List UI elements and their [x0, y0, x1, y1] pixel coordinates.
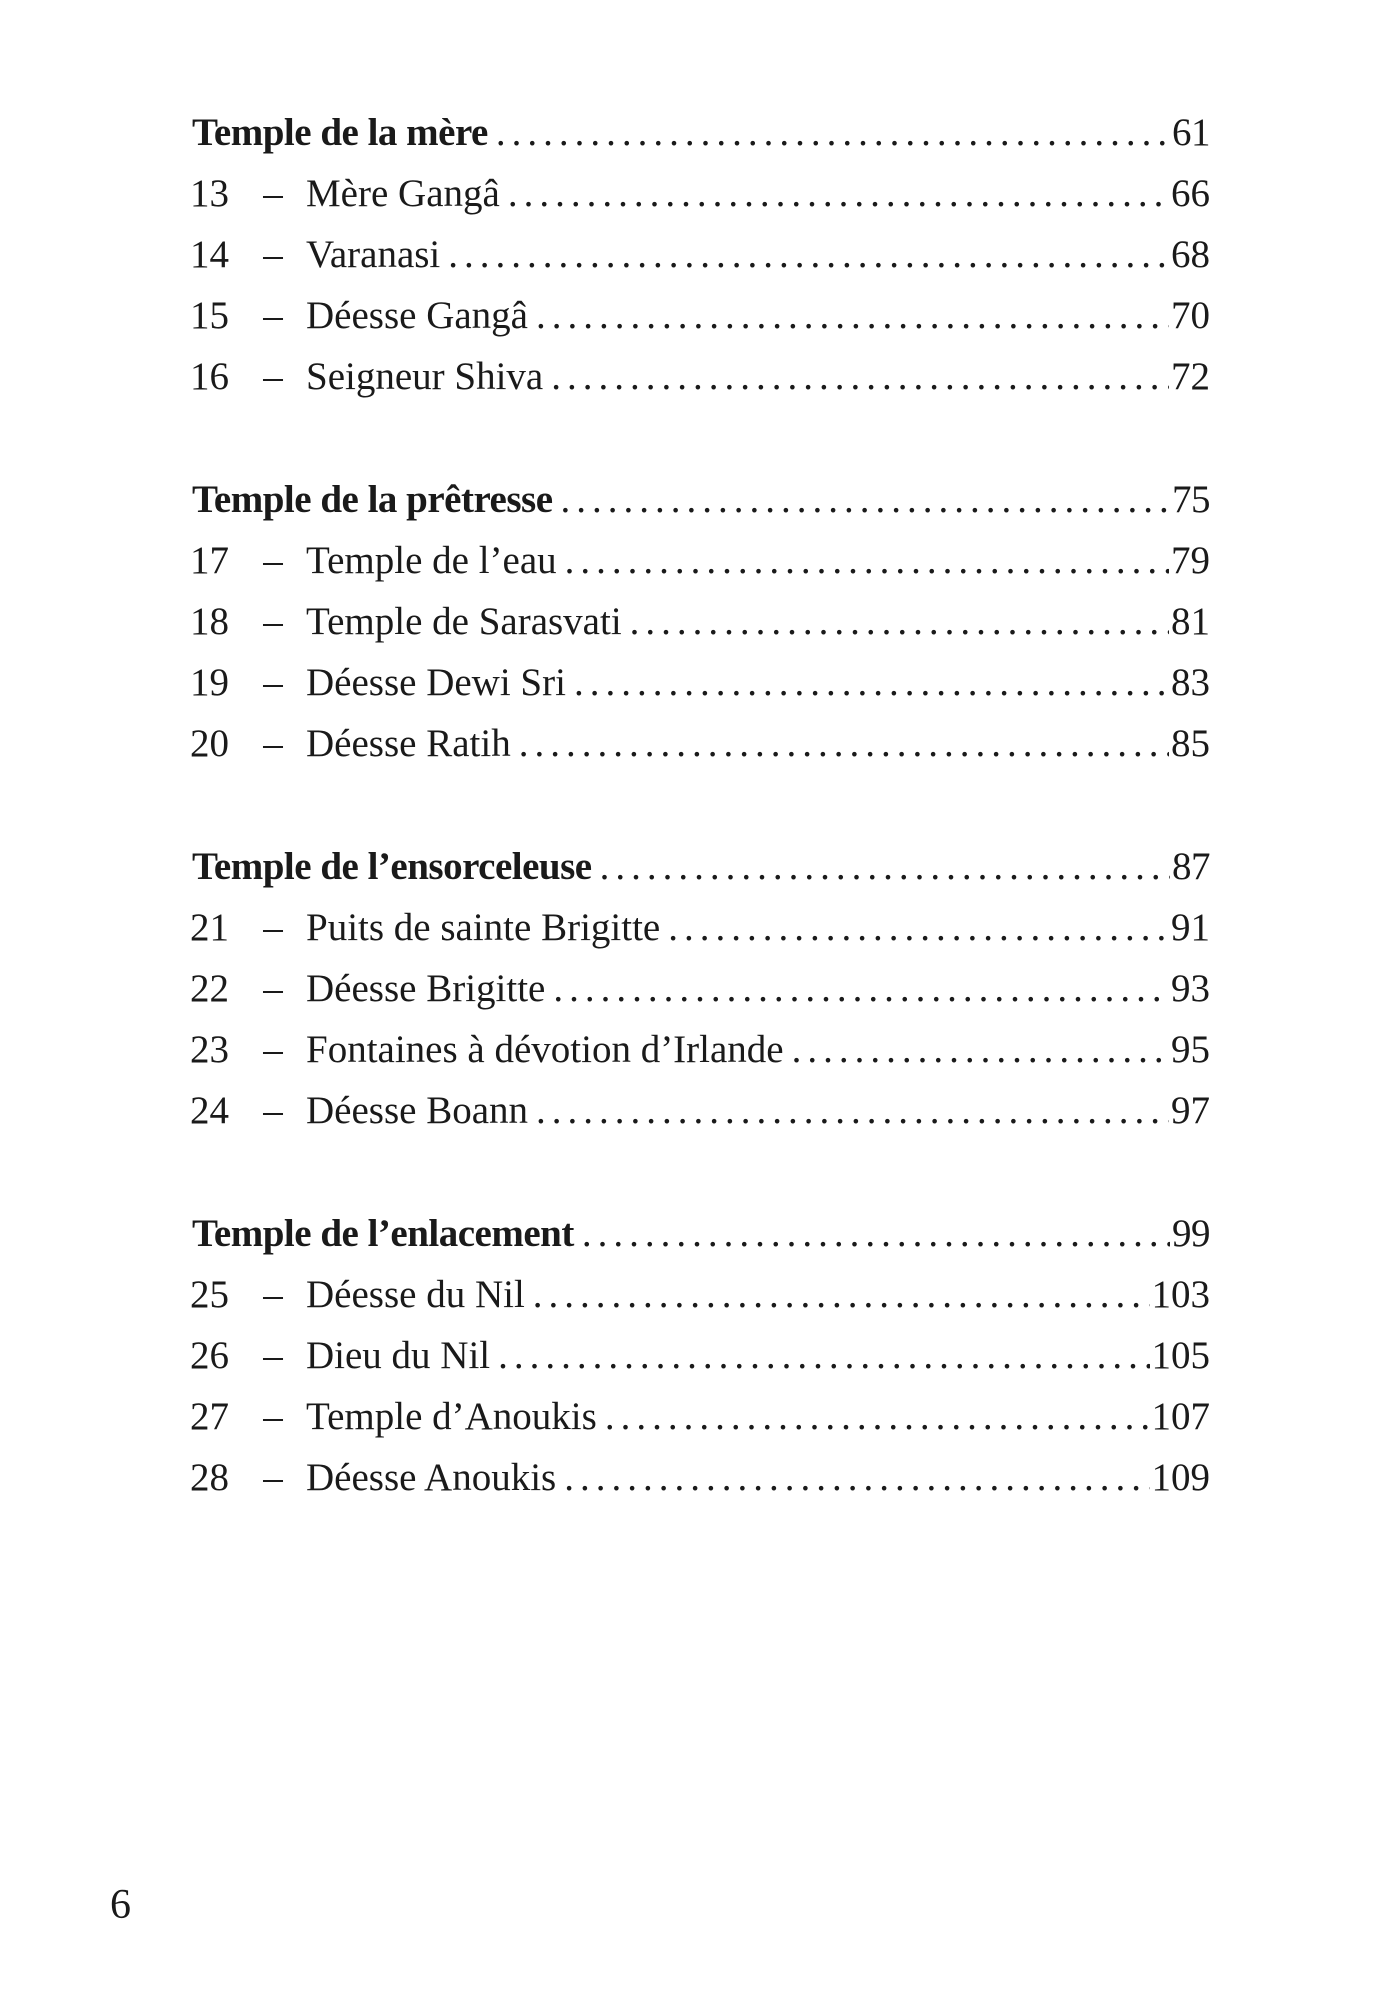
dot-leader: [574, 1203, 1170, 1264]
entry-number: 22: [190, 967, 229, 1010]
toc-section: [190, 836, 1210, 1141]
entry-title: Déesse Anoukis: [306, 1456, 557, 1499]
dot-leader: [543, 346, 1169, 407]
page-number: 83: [1171, 661, 1210, 704]
toc-section-heading[interactable]: [190, 102, 1210, 163]
entry-dash: –: [263, 294, 283, 337]
entry-title: Mère Gangâ: [306, 172, 500, 215]
toc-section-heading[interactable]: [190, 836, 1210, 897]
page-number: 75: [1172, 478, 1210, 521]
page-number: 91: [1171, 906, 1210, 949]
page-number: 79: [1171, 539, 1210, 582]
dot-leader: [511, 713, 1169, 774]
entry-title: Fontaines à dévotion d’Irlande: [306, 1028, 784, 1071]
entry-dash: –: [263, 967, 283, 1010]
entry-dash: –: [263, 1456, 283, 1499]
page-number: 99: [1172, 1212, 1210, 1255]
entry-dash: –: [263, 355, 283, 398]
page-number: 107: [1151, 1395, 1210, 1438]
entry-number: 23: [190, 1028, 229, 1071]
dot-leader: [660, 897, 1169, 958]
entry-title: Varanasi: [306, 233, 441, 276]
entry-number: 26: [190, 1334, 229, 1377]
section-title: Temple de la prêtresse: [192, 478, 553, 521]
page-number: 87: [1172, 845, 1210, 888]
entry-dash: –: [263, 1273, 283, 1316]
entry-dash: –: [263, 661, 283, 704]
page-number: 68: [1171, 233, 1210, 276]
toc-section: [190, 1203, 1210, 1508]
entry-number: 28: [190, 1456, 229, 1499]
page-number: 72: [1171, 355, 1210, 398]
entry-title: Déesse Ratih: [306, 722, 511, 765]
page-number: 61: [1172, 111, 1210, 154]
dot-leader: [557, 530, 1169, 591]
toc-entry[interactable]: [190, 1264, 1210, 1325]
entry-dash: –: [263, 1089, 283, 1132]
entry-dash: –: [263, 539, 283, 582]
page-number: 81: [1171, 600, 1210, 643]
dot-leader: [488, 102, 1170, 163]
entry-dash: –: [263, 600, 283, 643]
entry-title: Déesse Dewi Sri: [306, 661, 566, 704]
page-number: 66: [1171, 172, 1210, 215]
entry-number: 19: [190, 661, 229, 704]
entry-title: Déesse Boann: [306, 1089, 529, 1132]
page-number: 95: [1171, 1028, 1210, 1071]
dot-leader: [500, 163, 1169, 224]
entry-title: Temple d’Anoukis: [306, 1395, 597, 1438]
page-number: 97: [1171, 1089, 1210, 1132]
toc-entry[interactable]: [190, 530, 1210, 591]
toc-entry[interactable]: [190, 1019, 1210, 1080]
entry-dash: –: [263, 1028, 283, 1071]
dot-leader: [528, 285, 1169, 346]
dot-leader: [545, 958, 1169, 1019]
entry-title: Déesse Gangâ: [306, 294, 528, 337]
entry-number: 16: [190, 355, 229, 398]
toc-entry[interactable]: [190, 163, 1210, 224]
table-of-contents: [190, 102, 1210, 1570]
entry-number: 21: [190, 906, 229, 949]
dot-leader: [622, 591, 1169, 652]
entry-title: Seigneur Shiva: [306, 355, 544, 398]
page-number: 70: [1171, 294, 1210, 337]
dot-leader: [597, 1386, 1150, 1447]
dot-leader: [525, 1264, 1150, 1325]
entry-title: Temple de l’eau: [306, 539, 557, 582]
entry-title: Dieu du Nil: [306, 1334, 491, 1377]
toc-entry[interactable]: [190, 1386, 1210, 1447]
dot-leader: [553, 469, 1170, 530]
toc-section: [190, 102, 1210, 407]
dot-leader: [528, 1080, 1169, 1141]
entry-dash: –: [263, 1395, 283, 1438]
section-title: Temple de l’enlacement: [192, 1212, 574, 1255]
entry-number: 13: [190, 172, 229, 215]
entry-number: 20: [190, 722, 229, 765]
section-title: Temple de l’ensorceleuse: [192, 845, 592, 888]
entry-dash: –: [263, 722, 283, 765]
entry-dash: –: [263, 906, 283, 949]
page-number: 93: [1171, 967, 1210, 1010]
entry-number: 25: [190, 1273, 229, 1316]
section-title: Temple de la mère: [192, 111, 488, 154]
toc-entry[interactable]: [190, 346, 1210, 407]
toc-entry[interactable]: [190, 224, 1210, 285]
toc-entry[interactable]: [190, 591, 1210, 652]
entry-dash: –: [263, 172, 283, 215]
dot-leader: [566, 652, 1169, 713]
entry-dash: –: [263, 1334, 283, 1377]
entry-title: Temple de Sarasvati: [306, 600, 622, 643]
entry-title: Déesse du Nil: [306, 1273, 525, 1316]
entry-number: 17: [190, 539, 229, 582]
entry-number: 18: [190, 600, 229, 643]
entry-number: 15: [190, 294, 229, 337]
page-number: 103: [1151, 1273, 1210, 1316]
dot-leader: [556, 1447, 1149, 1508]
entry-dash: –: [263, 233, 283, 276]
toc-entry[interactable]: [190, 713, 1210, 774]
toc-entry[interactable]: [190, 652, 1210, 713]
dot-leader: [592, 836, 1170, 897]
entry-number: 14: [190, 233, 229, 276]
page-number: 85: [1171, 722, 1210, 765]
toc-entry[interactable]: [190, 1447, 1210, 1508]
folio-page-number: 6: [110, 1882, 131, 1928]
page-number: 109: [1151, 1456, 1210, 1499]
toc-section-heading[interactable]: [190, 1203, 1210, 1264]
entry-number: 24: [190, 1089, 229, 1132]
entry-title: Déesse Brigitte: [306, 967, 546, 1010]
toc-section-heading[interactable]: [190, 469, 1210, 530]
entry-number: 27: [190, 1395, 229, 1438]
toc-entry[interactable]: [190, 1080, 1210, 1141]
toc-section: [190, 469, 1210, 774]
toc-entry[interactable]: [190, 285, 1210, 346]
page-number: 105: [1151, 1334, 1210, 1377]
toc-entry[interactable]: [190, 897, 1210, 958]
toc-entry[interactable]: [190, 958, 1210, 1019]
toc-entry[interactable]: [190, 1325, 1210, 1386]
dot-leader: [440, 224, 1169, 285]
dot-leader: [490, 1325, 1149, 1386]
entry-title: Puits de sainte Brigitte: [306, 906, 661, 949]
dot-leader: [784, 1019, 1169, 1080]
